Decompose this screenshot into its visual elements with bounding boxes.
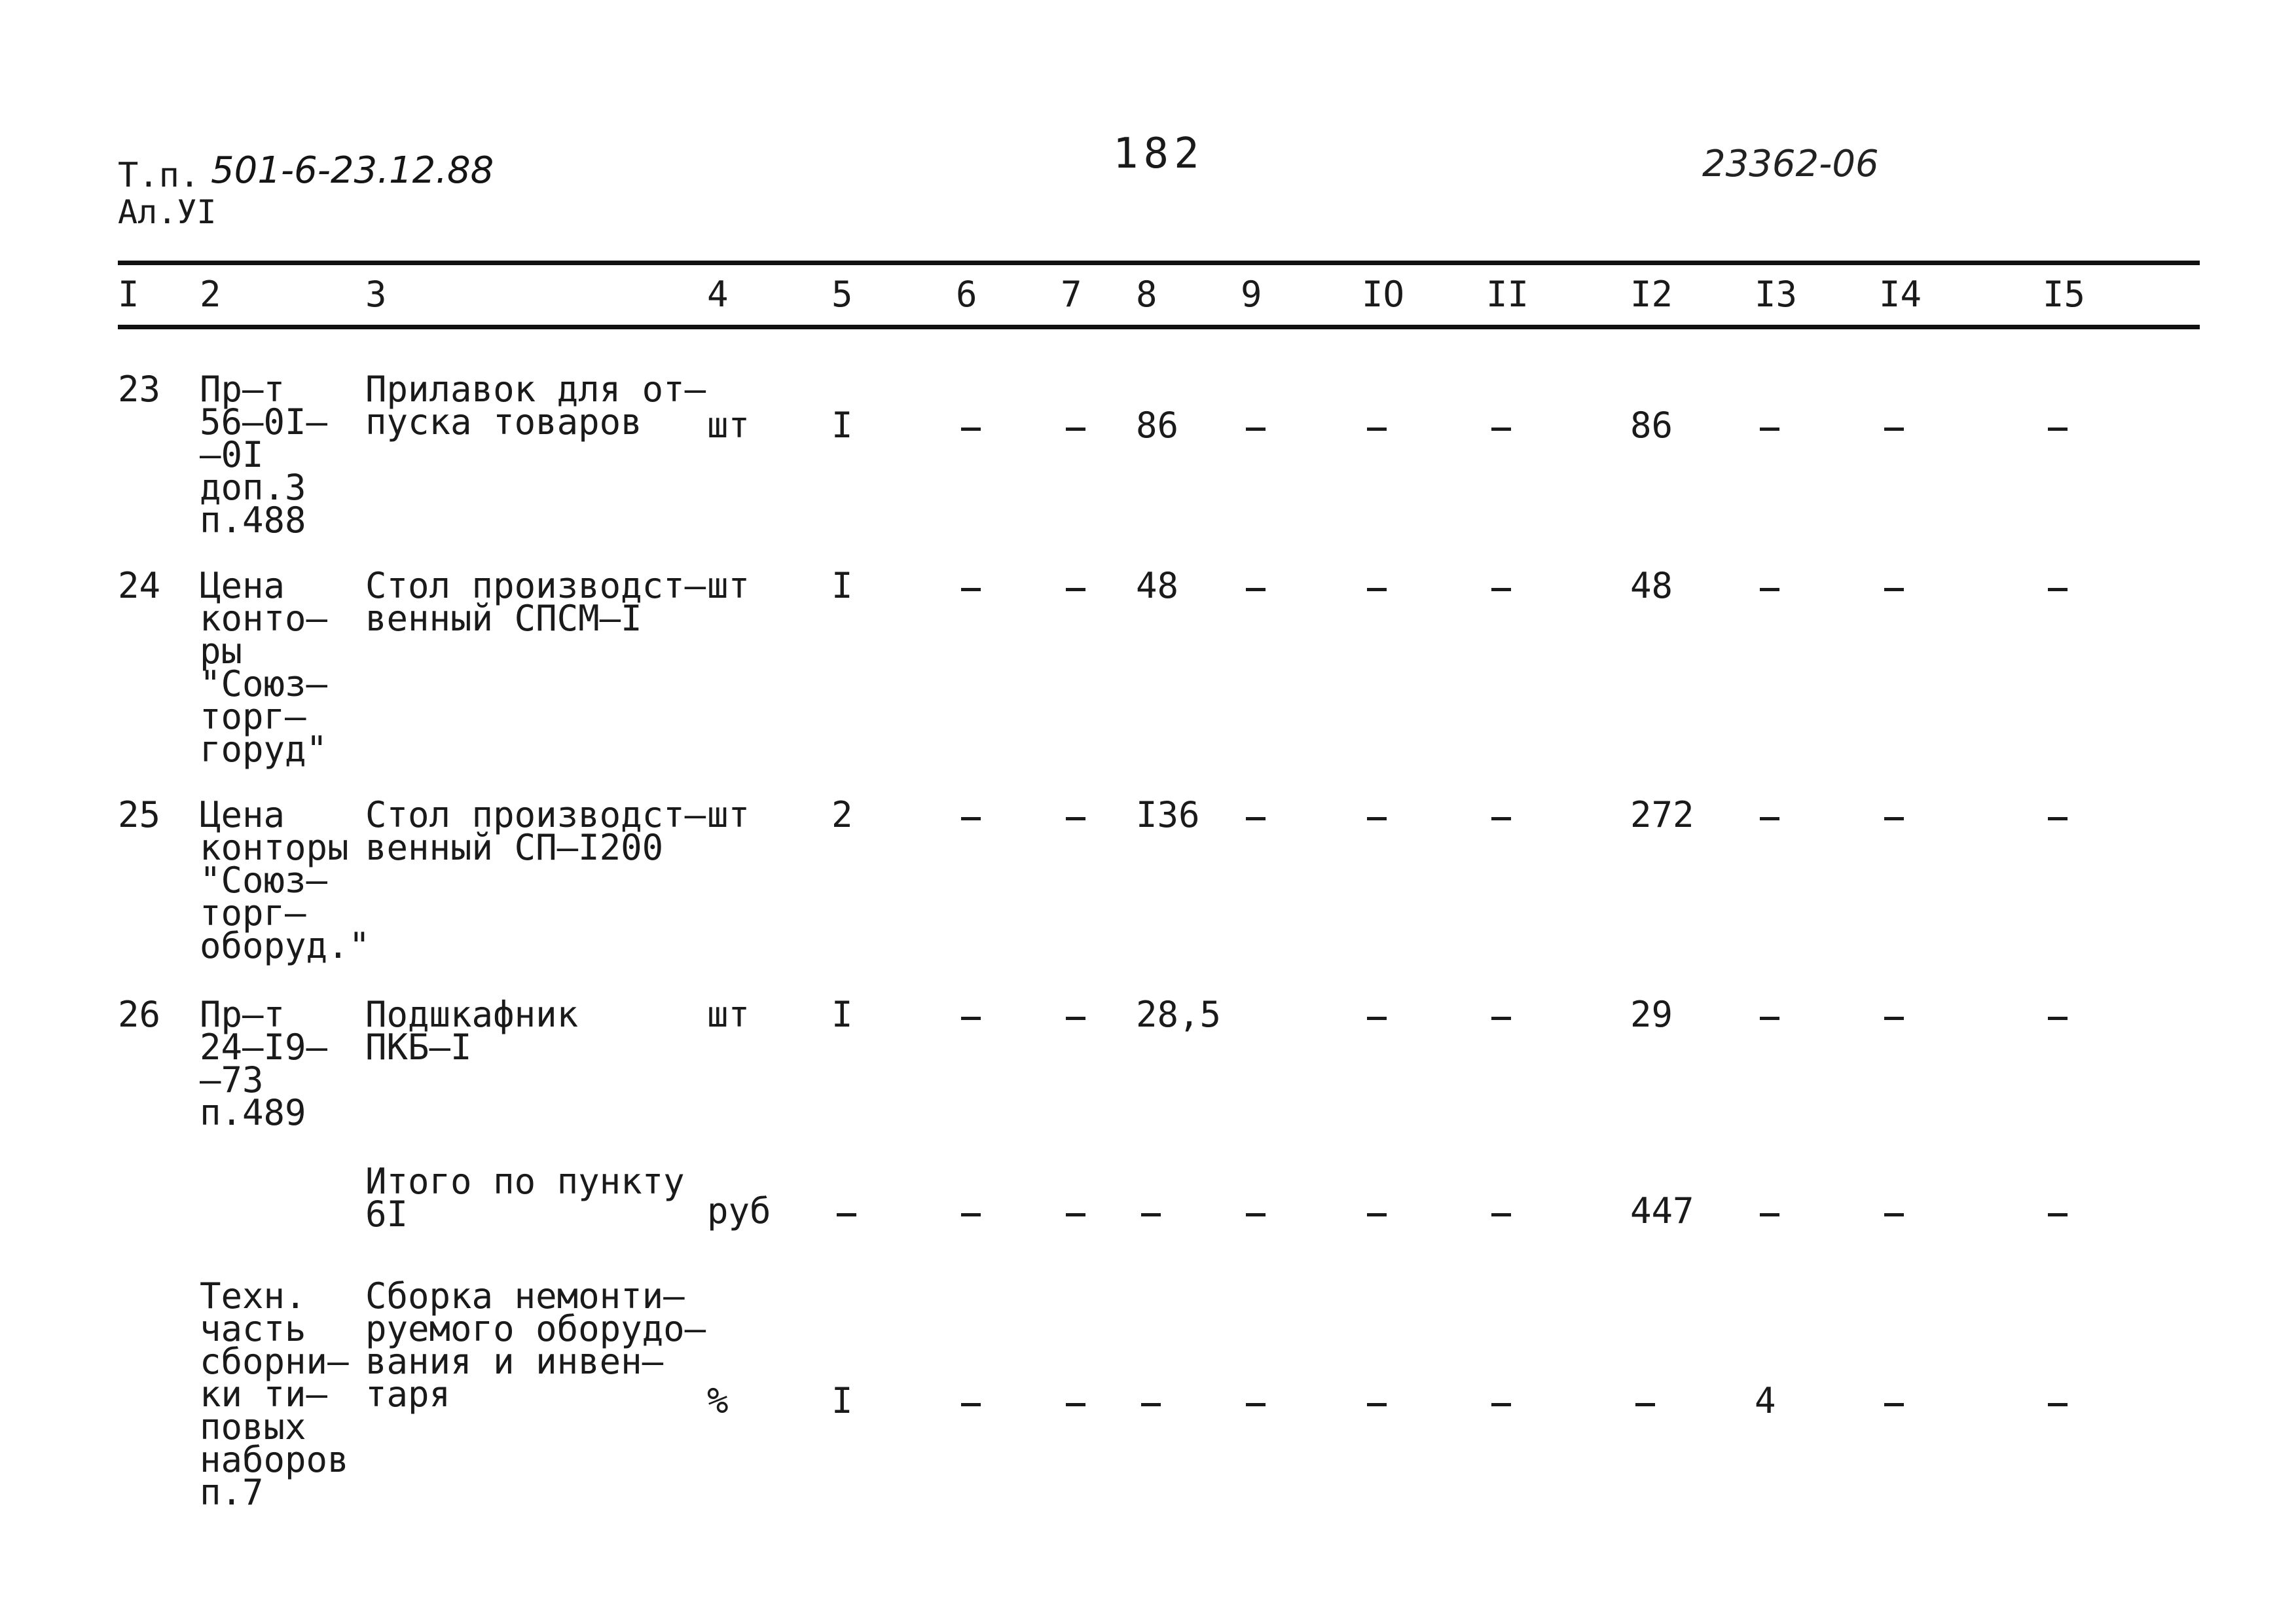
dash-mark bbox=[1760, 817, 1779, 820]
dash-mark bbox=[2048, 428, 2068, 431]
dash-mark bbox=[1066, 817, 1085, 820]
row-number: 26 bbox=[118, 994, 161, 1035]
row-value: I36 bbox=[1136, 794, 1200, 835]
dash-mark bbox=[1491, 1403, 1511, 1406]
row-value: I bbox=[831, 405, 853, 446]
dash-mark bbox=[1066, 428, 1085, 431]
row-basis: Техн. часть сборни– ки ти– повых наборов п.7 bbox=[200, 1275, 349, 1513]
row-value: шт bbox=[707, 565, 750, 606]
column-number: IO bbox=[1362, 274, 1405, 315]
dash-mark bbox=[1246, 588, 1266, 591]
dash-mark bbox=[1367, 1213, 1387, 1216]
column-number: II bbox=[1486, 274, 1529, 315]
column-number: 5 bbox=[831, 274, 853, 315]
column-number: 7 bbox=[1061, 274, 1082, 315]
dash-mark bbox=[1066, 1213, 1085, 1216]
dash-mark bbox=[1884, 428, 1904, 431]
row-number: 23 bbox=[118, 369, 161, 410]
dash-mark bbox=[1491, 588, 1511, 591]
dash-mark bbox=[961, 588, 981, 591]
dash-mark bbox=[1066, 588, 1085, 591]
row-value: 29 bbox=[1630, 994, 1673, 1035]
row-value: шт bbox=[707, 794, 750, 835]
dash-mark bbox=[1884, 1403, 1904, 1406]
column-number: 4 bbox=[707, 274, 729, 315]
row-number: 24 bbox=[118, 565, 161, 606]
dash-mark bbox=[1246, 428, 1266, 431]
dash-mark bbox=[837, 1213, 856, 1216]
column-number: I2 bbox=[1630, 274, 1673, 315]
dash-mark bbox=[1246, 817, 1266, 820]
doc-code: 501-6-23.12.88 bbox=[211, 149, 494, 192]
row-value: 2 bbox=[831, 794, 853, 835]
dash-mark bbox=[1884, 588, 1904, 591]
row-basis: Пр–т 56–0I– –0I доп.3 п.488 bbox=[200, 369, 328, 541]
row-value: I bbox=[831, 994, 853, 1035]
row-number: 25 bbox=[118, 794, 161, 835]
table-rule-top bbox=[118, 261, 2200, 265]
archive-number: 23362-06 bbox=[1702, 143, 1879, 185]
dash-mark bbox=[2048, 1213, 2068, 1216]
row-name: Сборка немонти– руемого оборудо– вания и инвен– таря bbox=[365, 1275, 706, 1415]
row-name: Стол производст– венный СП–I200 bbox=[365, 794, 706, 868]
row-value: 48 bbox=[1136, 565, 1179, 606]
row-value: шт bbox=[707, 994, 750, 1035]
dash-mark bbox=[1760, 1017, 1779, 1020]
dash-mark bbox=[1884, 817, 1904, 820]
dash-mark bbox=[1367, 817, 1387, 820]
dash-mark bbox=[961, 1213, 981, 1216]
row-value: 48 bbox=[1630, 565, 1673, 606]
column-number: 2 bbox=[200, 274, 221, 315]
row-basis: Цена конторы "Союз– торг– оборуд." bbox=[200, 794, 371, 966]
row-value: руб bbox=[707, 1190, 771, 1231]
dash-mark bbox=[961, 1017, 981, 1020]
dash-mark bbox=[1491, 1213, 1511, 1216]
table-rule-bottom bbox=[118, 325, 2200, 329]
dash-mark bbox=[1491, 428, 1511, 431]
row-value: I bbox=[831, 565, 853, 606]
dash-mark bbox=[2048, 817, 2068, 820]
row-basis: Цена конто– ры "Союз– торг– горуд" bbox=[200, 565, 328, 770]
dash-mark bbox=[1760, 428, 1779, 431]
dash-mark bbox=[2048, 1017, 2068, 1020]
dash-mark bbox=[1884, 1213, 1904, 1216]
row-name: Стол производст– венный СПСМ–I bbox=[365, 565, 706, 639]
dash-mark bbox=[1246, 1403, 1266, 1406]
row-value: 4 bbox=[1755, 1380, 1776, 1421]
dash-mark bbox=[1491, 1017, 1511, 1020]
dash-mark bbox=[1141, 1213, 1161, 1216]
dash-mark bbox=[1760, 588, 1779, 591]
row-value: 86 bbox=[1136, 405, 1179, 446]
dash-mark bbox=[2048, 588, 2068, 591]
page-number: 182 bbox=[1113, 130, 1205, 178]
dash-mark bbox=[961, 428, 981, 431]
column-number: I5 bbox=[2043, 274, 2086, 315]
dash-mark bbox=[1367, 1017, 1387, 1020]
row-name: Подшкафник ПКБ–I bbox=[365, 994, 579, 1068]
row-value: 86 bbox=[1630, 405, 1673, 446]
dash-mark bbox=[1635, 1403, 1655, 1406]
column-number: I bbox=[118, 274, 139, 315]
column-number: 6 bbox=[956, 274, 977, 315]
row-value: шт bbox=[707, 405, 750, 446]
dash-mark bbox=[1367, 1403, 1387, 1406]
dash-mark bbox=[1760, 1213, 1779, 1216]
row-name: Итого по пункту 6I bbox=[365, 1161, 685, 1235]
row-value: I bbox=[831, 1380, 853, 1421]
dash-mark bbox=[1066, 1017, 1085, 1020]
row-basis: Пр–т 24–I9– –73 п.489 bbox=[200, 994, 328, 1133]
dash-mark bbox=[1884, 1017, 1904, 1020]
row-value: % bbox=[707, 1380, 729, 1421]
column-number: 8 bbox=[1136, 274, 1157, 315]
dash-mark bbox=[2048, 1403, 2068, 1406]
row-value: 447 bbox=[1630, 1190, 1694, 1231]
album-label: Ал.УI bbox=[118, 193, 217, 231]
column-number: I4 bbox=[1879, 274, 1922, 315]
dash-mark bbox=[1491, 817, 1511, 820]
dash-mark bbox=[1367, 588, 1387, 591]
dash-mark bbox=[1066, 1403, 1085, 1406]
doc-prefix: Т.п. bbox=[118, 156, 200, 195]
row-value: 272 bbox=[1630, 794, 1694, 835]
dash-mark bbox=[961, 1403, 981, 1406]
dash-mark bbox=[1246, 1213, 1266, 1216]
column-number: I3 bbox=[1755, 274, 1798, 315]
row-value: 28,5 bbox=[1136, 994, 1222, 1035]
column-number: 9 bbox=[1241, 274, 1262, 315]
dash-mark bbox=[961, 817, 981, 820]
dash-mark bbox=[1141, 1403, 1161, 1406]
dash-mark bbox=[1367, 428, 1387, 431]
row-name: Прилавок для от– пуска товаров bbox=[365, 369, 706, 443]
column-number: 3 bbox=[365, 274, 387, 315]
